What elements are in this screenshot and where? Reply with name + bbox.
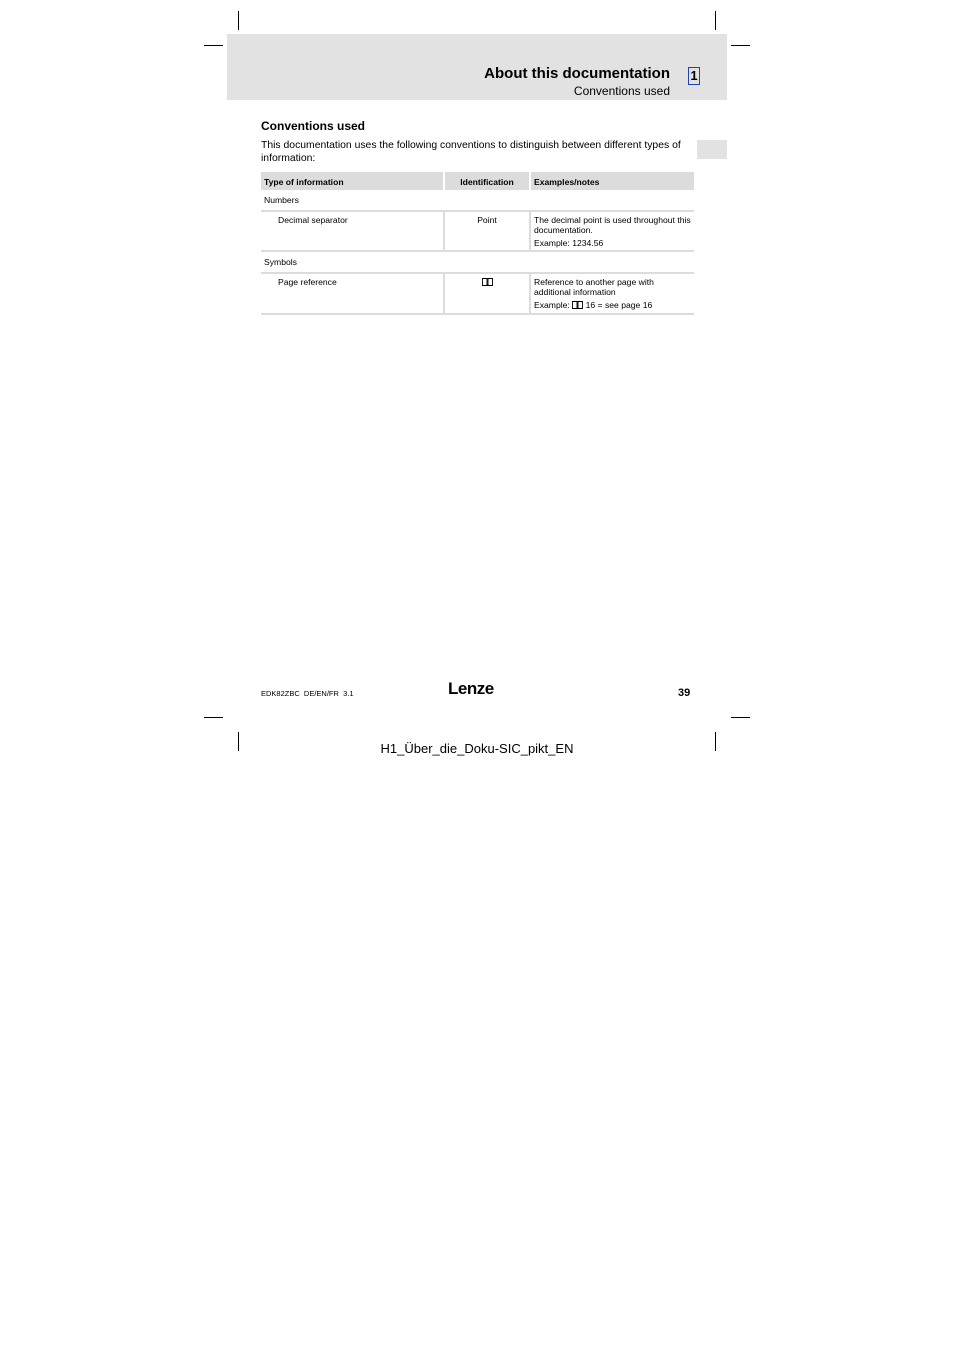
column-header: Type of information xyxy=(261,172,444,190)
note-example-prefix: Example: xyxy=(534,299,570,310)
table-group-row xyxy=(261,190,694,211)
crop-mark xyxy=(731,717,750,718)
conventions-table xyxy=(261,172,694,315)
group-label: Numbers xyxy=(261,190,694,211)
group-label: Symbols xyxy=(261,251,694,273)
crop-mark xyxy=(204,717,223,718)
table-group-row xyxy=(261,251,694,273)
section-title: Conventions used xyxy=(261,119,366,133)
note-example xyxy=(534,300,691,312)
crop-mark xyxy=(715,11,716,30)
identification-cell xyxy=(444,273,530,315)
book-icon xyxy=(572,301,583,312)
lenze-logo: Lenze xyxy=(448,679,494,698)
note-text: The decimal point is used throughout this documentation. xyxy=(534,214,691,235)
identification-cell: Point xyxy=(444,211,530,252)
notes-cell xyxy=(530,273,694,315)
table-row xyxy=(261,273,694,315)
page-subtitle: Conventions used xyxy=(573,84,670,98)
table-row xyxy=(261,211,694,252)
chapter-number[interactable]: 1 xyxy=(688,67,700,85)
note-example-suffix: 16 = see page 16 xyxy=(585,299,653,310)
intro-paragraph: This documentation uses the following conventions to distinguish between different types of information: xyxy=(261,140,681,164)
crop-mark xyxy=(238,11,239,30)
document-code: EDK82ZBC DE/EN/FR 3.1 xyxy=(261,689,354,698)
type-cell: Page reference xyxy=(261,273,444,315)
column-header: Examples/notes xyxy=(530,172,694,190)
crop-mark xyxy=(731,45,750,46)
type-cell: Decimal separator xyxy=(261,211,444,252)
file-label: H1_Über_die_Doku-SIC_pikt_EN xyxy=(380,741,574,756)
note-example: Example: 1234.56 xyxy=(534,237,604,248)
side-tab xyxy=(697,140,727,159)
crop-mark xyxy=(204,45,223,46)
page-title: About this documentation xyxy=(484,65,670,82)
book-icon xyxy=(482,278,493,289)
page-number: 39 xyxy=(678,687,691,699)
notes-cell xyxy=(530,211,694,252)
table-header-row xyxy=(261,172,694,190)
column-header: Identification xyxy=(444,172,530,190)
note-text: Reference to another page with additional information xyxy=(534,276,654,297)
